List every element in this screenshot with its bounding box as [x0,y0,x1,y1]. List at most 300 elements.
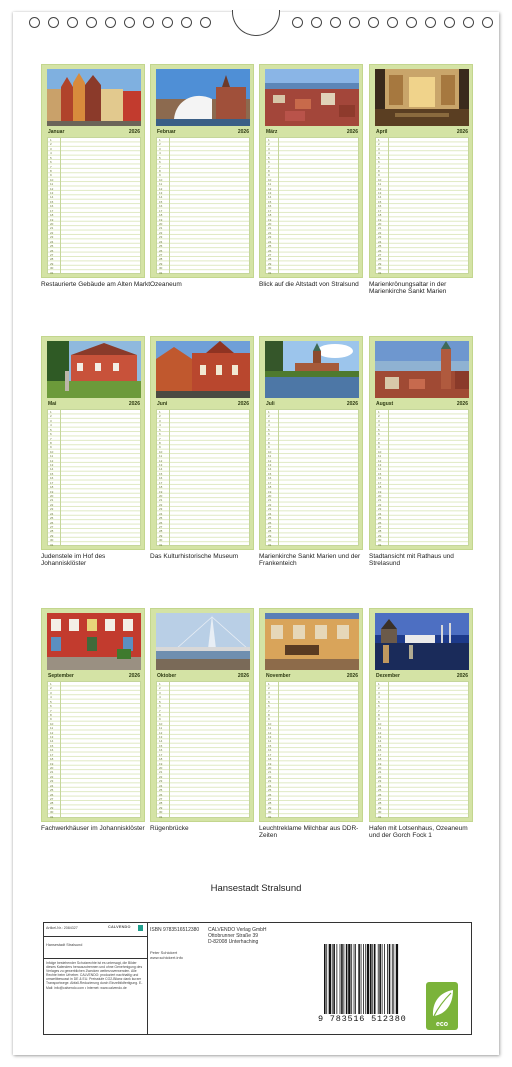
day-number: 18 [268,213,272,218]
day-number: 16 [378,204,382,209]
binding-ring [67,17,78,28]
day-number: 15 [268,743,272,748]
day-number: 11 [268,454,272,459]
day-number: 3 [268,418,270,423]
month-name: März [266,129,278,135]
month-photo [265,69,359,126]
day-number: 31 [268,814,272,819]
day-grid [47,409,141,546]
binding-ring [48,17,59,28]
brand-mark [138,925,143,931]
day-number: 15 [268,471,272,476]
day-number: 22 [159,230,163,235]
day-number: 3 [378,418,380,423]
day-number: 19 [268,761,272,766]
day-number: 21 [159,770,163,775]
month-header [265,672,359,680]
month-year: 2026 [128,673,140,679]
day-number: 19 [159,489,163,494]
day-number: 17 [159,208,163,213]
day-number: 6 [378,704,380,709]
day-number: 16 [50,748,54,753]
month-photo [156,69,250,126]
day-number: 31 [159,270,163,275]
binding-ring [406,17,417,28]
day-number: 23 [50,507,54,512]
day-number: 23 [50,235,54,240]
day-number: 25 [50,244,54,249]
day-number: 17 [50,752,54,757]
day-number: 23 [159,235,163,240]
day-number: 9 [378,445,380,450]
day-number: 3 [159,146,161,151]
month-caption: Marienkirche Sankt Marien und der Frankenteich [259,553,361,568]
day-number: 6 [268,160,270,165]
day-number: 16 [50,476,54,481]
day-number: 29 [268,261,272,266]
day-number: 7 [268,708,270,713]
month-photo [47,69,141,126]
binding-ring [292,17,303,28]
day-number: 8 [50,440,52,445]
article-number: Artikel-Nr.: 2084327 [46,926,78,930]
day-number: 5 [268,427,270,432]
month-name: April [376,129,388,135]
day-number: 31 [50,814,54,819]
day-number: 4 [50,423,52,428]
photo-image [156,69,250,126]
day-number: 3 [268,690,270,695]
day-number: 11 [268,726,272,731]
month-year: 2026 [237,401,249,407]
day-number: 22 [159,502,163,507]
day-number: 3 [50,146,52,151]
imprint-isbn-column [149,923,205,1034]
day-number: 12 [268,730,272,735]
day-number: 29 [268,805,272,810]
day-number: 30 [378,810,382,815]
day-number: 30 [50,266,54,271]
day-number: 27 [378,524,382,529]
month-year: 2026 [237,673,249,679]
day-number: 14 [268,739,272,744]
month-caption: Marienkrönungsaltar in der Marienkirche Sankt Marien [369,281,447,296]
day-number: 19 [50,761,54,766]
day-number: 12 [50,458,54,463]
day-number: 7 [50,708,52,713]
day-number: 30 [268,266,272,271]
day-number: 18 [159,485,163,490]
day-number: 27 [50,252,54,257]
day-number: 20 [50,493,54,498]
day-number: 25 [268,788,272,793]
month-name: Juni [157,401,168,407]
day-number: 26 [159,792,163,797]
month-name: Januar [48,129,65,135]
day-number: 25 [159,788,163,793]
eco-label: eco [435,1021,449,1028]
day-number: 29 [50,533,54,538]
month-caption: Stadtansicht mit Rathaus und Strelasund [369,553,454,568]
day-number: 6 [159,704,161,709]
month-caption: Ozeaneum [150,281,182,288]
day-number: 16 [378,748,382,753]
calendar-title: Hansestadt Stralsund [210,883,302,894]
month-header [156,672,250,680]
day-number: 4 [159,151,161,156]
day-number: 17 [50,208,54,213]
day-number: 9 [50,173,52,178]
day-number: 28 [50,529,54,534]
day-number: 13 [378,463,382,468]
day-number: 26 [378,792,382,797]
month-header [47,128,141,136]
day-number: 1 [159,682,161,686]
day-number: 7 [50,436,52,441]
day-number: 20 [378,493,382,498]
day-number: 20 [268,493,272,498]
day-number: 9 [159,173,161,178]
barcode-digits: 9 783516 512380 [318,1014,407,1024]
day-number: 26 [268,520,272,525]
day-number: 28 [268,257,272,262]
day-number: 26 [50,248,54,253]
day-number: 7 [50,164,52,169]
day-number: 9 [159,445,161,450]
photo-image [375,613,469,670]
month-header [375,672,469,680]
day-number: 21 [50,770,54,775]
day-grid [156,681,250,818]
month-photo [47,341,141,398]
day-number: 29 [159,261,163,266]
day-number: 20 [268,221,272,226]
day-number: 4 [159,695,161,700]
day-number: 10 [378,449,382,454]
day-number: 20 [159,765,163,770]
day-number: 6 [268,432,270,437]
day-number: 6 [50,704,52,709]
day-number: 25 [268,244,272,249]
day-number: 3 [159,418,161,423]
day-number: 18 [268,485,272,490]
month-header [265,128,359,136]
day-number: 29 [50,805,54,810]
day-number: 27 [378,796,382,801]
month-photo [265,613,359,670]
day-number: 11 [378,182,382,187]
day-number: 29 [378,805,382,810]
day-number: 8 [268,440,270,445]
day-number: 24 [268,511,272,516]
day-number: 19 [268,217,272,222]
day-number: 22 [268,774,272,779]
day-number: 22 [268,230,272,235]
day-number: 2 [50,686,52,691]
day-number: 15 [378,199,382,204]
month-card [41,336,145,550]
day-number: 20 [159,493,163,498]
day-number: 29 [378,261,382,266]
day-number: 14 [50,467,54,472]
day-number: 18 [378,485,382,490]
day-number: 16 [159,204,163,209]
day-number: 16 [159,748,163,753]
day-number: 30 [268,538,272,543]
day-number: 15 [50,199,54,204]
day-number: 18 [159,213,163,218]
day-number: 13 [159,735,163,740]
day-number: 8 [268,712,270,717]
day-number: 13 [378,191,382,196]
day-number: 10 [159,721,163,726]
month-caption: Das Kulturhistorische Museum [150,553,239,560]
day-number: 30 [159,810,163,815]
day-number: 31 [378,270,382,275]
day-number: 21 [378,498,382,503]
day-number: 15 [159,471,163,476]
photo-image [47,613,141,670]
photo-image [47,341,141,398]
day-number: 23 [378,507,382,512]
day-grid [375,137,469,274]
day-number: 31 [159,814,163,819]
day-number: 23 [159,507,163,512]
binding-ring [29,17,40,28]
day-number: 13 [50,735,54,740]
day-grid [265,137,359,274]
day-number: 20 [268,765,272,770]
day-number: 27 [50,524,54,529]
month-name: Juli [266,401,275,407]
day-number: 15 [50,743,54,748]
day-number: 26 [268,248,272,253]
day-number: 27 [159,524,163,529]
day-grid [265,681,359,818]
day-number: 20 [378,221,382,226]
month-name: Mai [48,401,57,407]
publisher-street: Ottobrunner Straße 39 [208,933,259,939]
day-number: 22 [268,502,272,507]
eco-leaf-icon [426,982,458,1030]
month-card [369,64,473,278]
month-year: 2026 [346,401,358,407]
day-number: 13 [268,735,272,740]
month-name: Oktober [157,673,177,679]
day-number: 5 [50,427,52,432]
day-number: 8 [268,168,270,173]
day-number: 31 [50,542,54,547]
month-header [47,672,141,680]
day-number: 10 [50,721,54,726]
day-number: 14 [268,467,272,472]
day-number: 6 [50,432,52,437]
day-number: 30 [159,538,163,543]
day-number: 16 [268,204,272,209]
binding-ring [200,17,211,28]
day-number: 7 [159,164,161,169]
month-header [265,400,359,408]
day-number: 13 [378,735,382,740]
day-number: 8 [50,712,52,717]
month-header [375,400,469,408]
day-number: 28 [268,801,272,806]
month-photo [265,341,359,398]
day-number: 1 [378,682,380,686]
binding-ring [143,17,154,28]
day-number: 29 [378,533,382,538]
day-number: 9 [50,717,52,722]
day-number: 24 [268,783,272,788]
author-website: www.schickert.info [150,955,183,960]
day-number: 11 [378,454,382,459]
day-number: 23 [268,235,272,240]
day-number: 12 [268,458,272,463]
day-number: 26 [50,792,54,797]
day-number: 16 [159,476,163,481]
month-name: August [376,401,394,407]
day-number: 5 [378,699,380,704]
day-number: 12 [50,186,54,191]
day-number: 22 [159,774,163,779]
day-number: 6 [159,432,161,437]
day-number: 5 [159,699,161,704]
day-number: 29 [268,533,272,538]
day-number: 3 [50,418,52,423]
day-grid [156,409,250,546]
day-number: 5 [50,699,52,704]
day-number: 25 [159,244,163,249]
day-number: 10 [378,721,382,726]
month-name: Dezember [376,673,400,679]
day-number: 13 [268,191,272,196]
month-card [369,336,473,550]
day-number: 17 [378,752,382,757]
day-number: 19 [378,489,382,494]
month-header [156,400,250,408]
day-number: 14 [378,739,382,744]
day-number: 14 [50,195,54,200]
day-number: 23 [268,779,272,784]
day-number: 21 [378,770,382,775]
day-number: 10 [50,177,54,182]
day-number: 27 [268,252,272,257]
day-number: 10 [268,449,272,454]
day-number: 6 [378,432,380,437]
month-card [41,608,145,822]
day-number: 24 [159,511,163,516]
day-number: 30 [268,810,272,815]
day-number: 8 [50,168,52,173]
month-header [47,400,141,408]
day-number: 10 [159,449,163,454]
brand-logo [108,925,138,932]
month-caption: Leuchtreklame Milchbar aus DDR-Zeiten [259,825,359,840]
month-photo [375,613,469,670]
day-number: 24 [378,239,382,244]
day-number: 19 [159,217,163,222]
month-card [259,336,363,550]
day-number: 4 [159,423,161,428]
day-number: 10 [378,177,382,182]
day-number: 27 [50,796,54,801]
day-number: 31 [159,542,163,547]
day-number: 19 [378,761,382,766]
day-number: 26 [50,520,54,525]
day-number: 5 [268,155,270,160]
photo-image [375,69,469,126]
photo-image [265,69,359,126]
day-number: 18 [378,757,382,762]
day-number: 2 [268,142,270,147]
day-number: 19 [268,489,272,494]
day-number: 9 [378,717,380,722]
day-number: 21 [268,770,272,775]
photo-image [265,341,359,398]
day-number: 4 [378,695,380,700]
day-number: 9 [378,173,380,178]
day-number: 6 [159,160,161,165]
day-number: 12 [378,186,382,191]
day-grid [156,137,250,274]
day-number: 12 [378,730,382,735]
day-number: 1 [268,682,270,686]
day-number: 4 [268,151,270,156]
binding-ring [425,17,436,28]
day-number: 2 [268,686,270,691]
day-number: 6 [50,160,52,165]
day-number: 30 [50,538,54,543]
photo-image [156,341,250,398]
day-number: 25 [50,516,54,521]
day-number: 12 [268,186,272,191]
day-number: 21 [159,226,163,231]
day-number: 18 [50,213,54,218]
day-number: 16 [378,476,382,481]
month-header [375,128,469,136]
day-number: 19 [159,761,163,766]
day-number: 13 [268,463,272,468]
day-number: 18 [50,485,54,490]
binding-ring [86,17,97,28]
day-number: 23 [50,779,54,784]
day-number: 11 [50,726,54,731]
day-number: 7 [159,708,161,713]
day-number: 7 [378,436,380,441]
day-number: 15 [378,743,382,748]
month-year: 2026 [456,401,468,407]
month-year: 2026 [346,673,358,679]
day-number: 14 [159,195,163,200]
month-caption: Fachwerkhäuser im Johannisklöster [41,825,145,832]
binding-ring [162,17,173,28]
day-number: 2 [159,686,161,691]
day-number: 12 [159,186,163,191]
day-number: 13 [159,191,163,196]
day-grid [47,137,141,274]
day-number: 19 [378,217,382,222]
month-photo [156,341,250,398]
day-number: 20 [50,221,54,226]
day-number: 20 [50,765,54,770]
month-photo [375,69,469,126]
day-number: 2 [378,142,380,147]
day-number: 14 [378,467,382,472]
binding-ring [181,17,192,28]
day-number: 14 [159,467,163,472]
day-number: 7 [159,436,161,441]
day-number: 19 [50,217,54,222]
